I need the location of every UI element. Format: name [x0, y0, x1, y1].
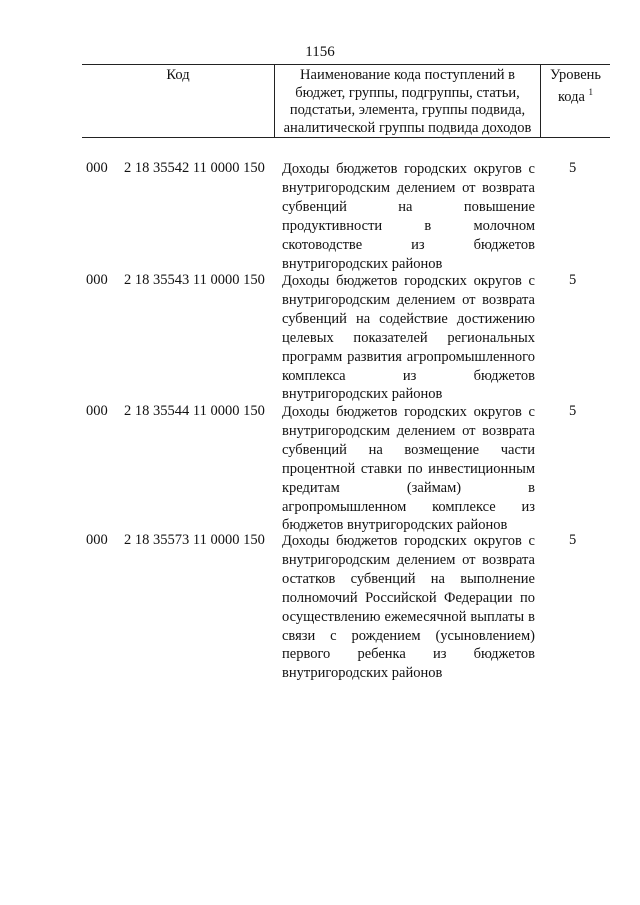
description-line: Доходы бюджетов городских округов с [282, 404, 535, 420]
description-line: процентной ставки по инвестиционным [282, 460, 535, 477]
description-line: Доходы бюджетов городских округов с [282, 161, 535, 177]
header-name-line: бюджет, группы, подгруппы, статьи, [295, 84, 520, 101]
description-line: внутригородских районов [282, 255, 443, 272]
description-line: внутригородских районов [282, 665, 443, 682]
header-level-line2 [541, 84, 610, 106]
description-line: осуществлению ежемесячной выплаты в [282, 608, 535, 625]
header-level-word: кода [557, 88, 585, 105]
row-income-code: 2 18 35573 11 0000 150 [124, 532, 265, 548]
description-line: скотоводстве из бюджетов [282, 236, 535, 253]
header-level [541, 65, 610, 137]
row-income-code: 2 18 35542 11 0000 150 [124, 160, 265, 176]
row-description [282, 160, 535, 273]
description-line: Доходы бюджетов городских округов с [282, 533, 535, 549]
row-admin-code: 000 [86, 160, 108, 176]
table-header [82, 64, 610, 138]
header-name-line: аналитической группы подвида доходов [283, 119, 532, 136]
page-number: 1156 [305, 44, 335, 60]
row-admin-code: 000 [86, 403, 108, 419]
footnote-marker: 1 [588, 87, 594, 97]
row-income-code: 2 18 35544 11 0000 150 [124, 403, 265, 419]
description-line: Доходы бюджетов городских округов с [282, 273, 535, 289]
row-level: 5 [569, 160, 577, 176]
description-line: внутригородским делением от возврата [282, 551, 535, 568]
description-line: субвенций на возмещение части [282, 441, 535, 458]
row-description [282, 532, 535, 683]
description-line: первого ребенка из бюджетов [282, 646, 535, 663]
description-line: кредитам (займам) в [282, 479, 535, 496]
description-line: внутригородских районов [282, 386, 443, 403]
header-name-line: Наименование кода поступлений в [300, 67, 515, 83]
description-line: агропромышленном комплексе из [282, 498, 535, 515]
description-line: внутригородским делением от возврата [282, 179, 535, 196]
description-line: субвенций на повышение [282, 198, 535, 215]
row-description [282, 272, 535, 404]
header-level-line1: Уровень [549, 67, 602, 83]
description-line: внутригородским делением от возврата [282, 422, 535, 439]
description-line: программ развития агропромышленного [282, 348, 535, 365]
row-description [282, 403, 535, 535]
header-code: Код [82, 65, 275, 137]
description-line: продуктивности в молочном [282, 217, 535, 234]
header-name-line: подстатьи, элемента, группы подвида, [289, 102, 526, 118]
header-name [275, 65, 541, 137]
description-line: остатков субвенций на выполнение [282, 570, 535, 587]
row-admin-code: 000 [86, 532, 108, 548]
description-line: субвенций на содействие достижению [282, 310, 535, 327]
row-income-code: 2 18 35543 11 0000 150 [124, 272, 265, 288]
description-line: внутригородским делением от возврата [282, 291, 535, 308]
row-level: 5 [569, 532, 577, 548]
description-line: комплекса из бюджетов [282, 367, 535, 384]
description-line: полномочий Российской Федерации по [282, 589, 535, 606]
description-line: связи с рождением (усыновлением) [282, 627, 535, 644]
row-level: 5 [569, 272, 577, 288]
description-line: бюджетов внутригородских районов [282, 517, 508, 534]
row-admin-code: 000 [86, 272, 108, 288]
description-line: целевых показателей региональных [282, 329, 535, 346]
row-level: 5 [569, 403, 577, 419]
